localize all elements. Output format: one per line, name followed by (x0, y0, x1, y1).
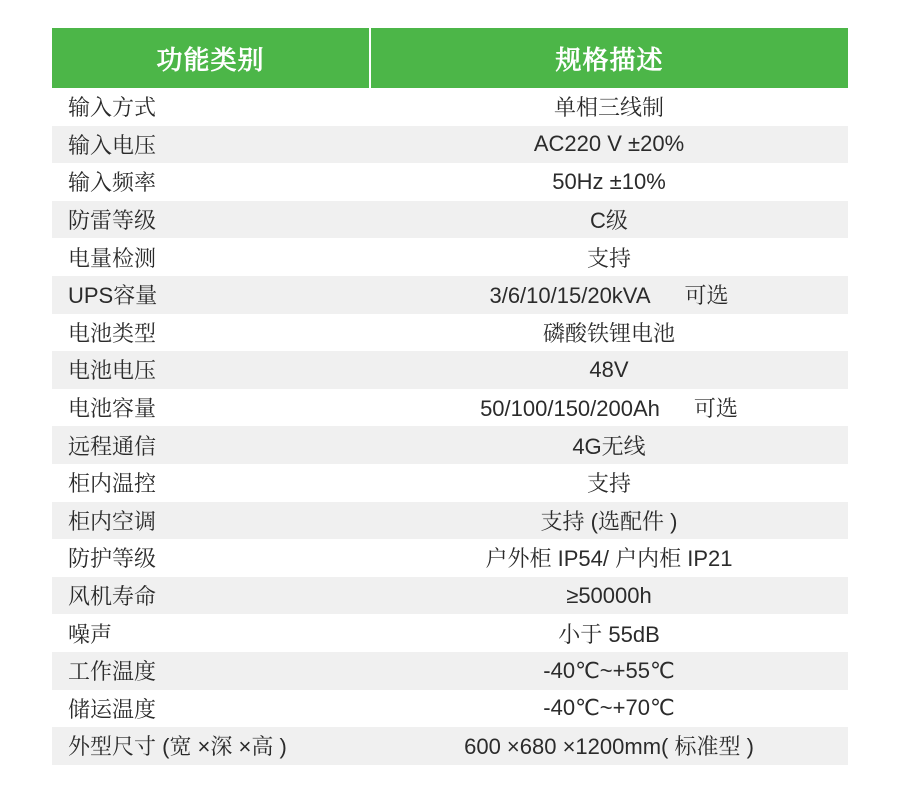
cell-value-text: 50/100/150/200Ah (480, 396, 660, 422)
cell-category: UPS容量 (52, 276, 370, 314)
cell-description (370, 727, 848, 765)
cell-description (370, 276, 848, 314)
cell-description (370, 126, 848, 164)
table-row (52, 126, 848, 164)
cell-description (370, 163, 848, 201)
cell-value-text: 4G无线 (572, 433, 646, 459)
cell-description (370, 88, 848, 126)
table-row (52, 389, 848, 427)
header-row (52, 28, 848, 88)
header-category: 功能类别 (52, 28, 370, 88)
cell-value-text: -40℃~+55℃ (543, 657, 675, 683)
table-row (52, 426, 848, 464)
cell-category: 输入电压 (52, 126, 370, 164)
table-row (52, 314, 848, 352)
cell-description (370, 614, 848, 652)
cell-value-text: 50Hz ±10% (552, 168, 666, 194)
cell-value-text: AC220 V ±20% (533, 131, 685, 157)
cell-value-option: 可选 (693, 396, 738, 422)
cell-description (370, 351, 848, 389)
cell-value-text: 3/6/10/15/20kVA (489, 283, 651, 309)
cell-description (370, 502, 848, 540)
cell-value-text: 48V (589, 356, 629, 382)
table-row (52, 88, 848, 126)
table-row (52, 276, 848, 314)
table-header (52, 28, 848, 88)
cell-description (370, 389, 848, 427)
cell-description (370, 314, 848, 352)
cell-value-text: 单相三线制 (553, 95, 664, 121)
cell-description (370, 464, 848, 502)
cell-description (370, 201, 848, 239)
header-description: 规格描述 (370, 28, 848, 88)
table-row (52, 238, 848, 276)
cell-category: 远程通信 (52, 426, 370, 464)
cell-category: 储运温度 (52, 690, 370, 728)
cell-description (370, 577, 848, 615)
cell-value-text: 户外柜 IP54/ 户内柜 IP21 (485, 546, 733, 572)
cell-value-text: 支持 (选配件 ) (540, 508, 678, 534)
table-row (52, 652, 848, 690)
table-row (52, 577, 848, 615)
cell-category: 噪声 (52, 614, 370, 652)
specification-table (52, 28, 848, 765)
table-row (52, 690, 848, 728)
table-row (52, 614, 848, 652)
cell-category: 电池容量 (52, 389, 370, 427)
table-row (52, 163, 848, 201)
table-row (52, 502, 848, 540)
cell-category: 柜内空调 (52, 502, 370, 540)
cell-value-text: C级 (590, 208, 628, 234)
cell-description (370, 426, 848, 464)
cell-description (370, 652, 848, 690)
cell-category: 柜内温控 (52, 464, 370, 502)
cell-category: 防护等级 (52, 539, 370, 577)
cell-value-text: 支持 (586, 471, 631, 497)
cell-value-text: 支持 (586, 245, 631, 271)
table-body (52, 88, 848, 765)
cell-value-text: -40℃~+70℃ (543, 695, 675, 721)
cell-category: 输入方式 (52, 88, 370, 126)
table-row (52, 201, 848, 239)
cell-description (370, 690, 848, 728)
cell-value-option: 可选 (684, 283, 729, 309)
cell-category: 电池电压 (52, 351, 370, 389)
cell-category: 输入频率 (52, 163, 370, 201)
table-row (52, 727, 848, 765)
cell-category: 风机寿命 (52, 577, 370, 615)
table-row (52, 464, 848, 502)
cell-value-text: 磷酸铁锂电池 (542, 320, 675, 346)
table-row (52, 539, 848, 577)
cell-category: 工作温度 (52, 652, 370, 690)
cell-category: 电量检测 (52, 238, 370, 276)
table-row (52, 351, 848, 389)
cell-description (370, 539, 848, 577)
cell-value-text: 小于 55dB (558, 621, 660, 647)
cell-value-text: 600 ×680 ×1200mm( 标准型 ) (464, 734, 754, 760)
cell-category: 电池类型 (52, 314, 370, 352)
cell-category: 防雷等级 (52, 201, 370, 239)
cell-category: 外型尺寸 (宽 ×深 ×高 ) (52, 727, 370, 765)
cell-description (370, 238, 848, 276)
cell-value-text: ≥50000h (566, 582, 652, 608)
